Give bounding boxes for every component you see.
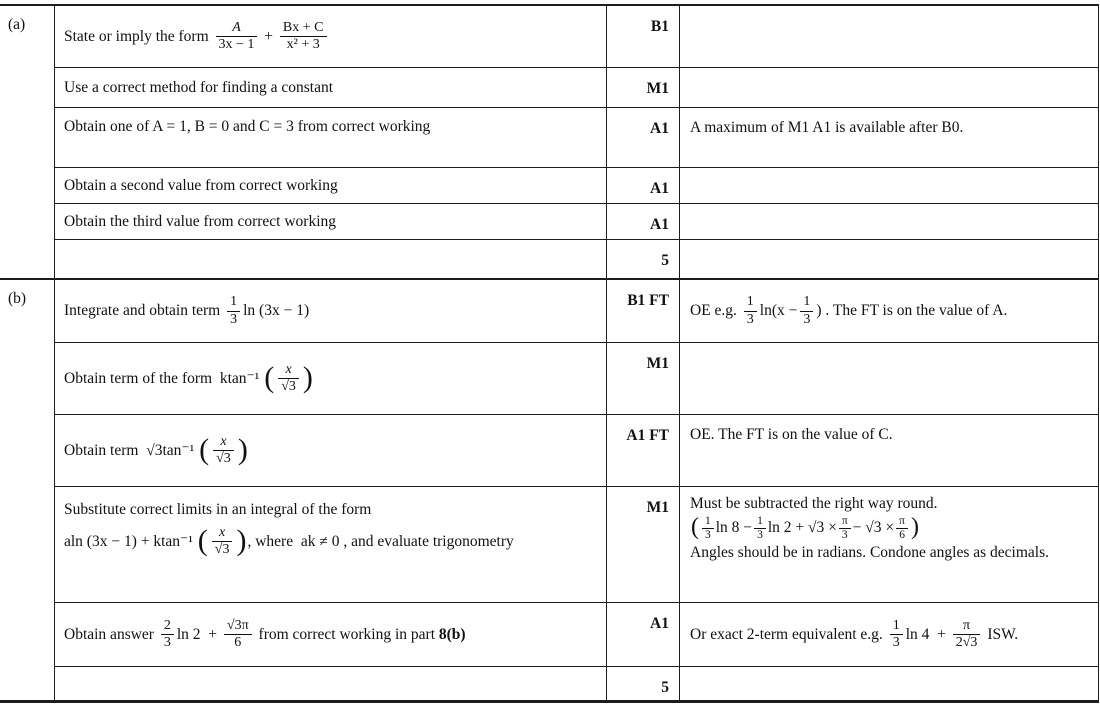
guidance-text: ln(x − (759, 302, 798, 319)
guidance-cell (680, 204, 1098, 239)
guidance-cell: OE. The FT is on the value of C. (690, 426, 893, 443)
table-row (55, 203, 1098, 239)
answer-cell: Obtain one of A = 1, B = 0 and C = 3 from correct working (64, 118, 431, 135)
numerator: 1 (744, 294, 757, 311)
numerator: √3π (224, 618, 252, 635)
denominator: 2√3 (955, 635, 978, 650)
answer-text: ln 2 + (176, 625, 221, 643)
answer-cell (55, 667, 606, 700)
fraction (224, 618, 252, 651)
fraction (744, 294, 757, 327)
fraction (278, 362, 299, 395)
answer-cell (55, 487, 606, 602)
guidance-text: ) . The FT is on the value of A. (816, 302, 1008, 319)
fraction (839, 515, 851, 541)
guidance-cell: A maximum of M1 A1 is available after B0. (690, 119, 964, 136)
numerator: π (953, 618, 981, 635)
fraction (212, 525, 233, 558)
numerator: x (212, 525, 233, 542)
part-a-rows (55, 6, 1098, 278)
guidance-cell (680, 343, 1098, 414)
fraction (227, 294, 240, 327)
numerator: 1 (754, 515, 766, 529)
guidance-text: Or exact 2-term equivalent e.g. (690, 625, 887, 643)
numerator: Bx + C (280, 20, 327, 37)
answer-cell (55, 415, 606, 486)
marks-cell: A1 (606, 168, 680, 203)
fraction (161, 618, 174, 651)
answer-text: from correct working in part (254, 625, 439, 643)
numerator: 1 (227, 294, 240, 311)
numerator: 2 (161, 618, 174, 635)
fraction (953, 618, 981, 651)
part-b-section (0, 278, 1098, 700)
guidance-text: Must be subtracted the right way round. (690, 495, 938, 512)
guidance-line (690, 515, 1090, 541)
part-a-section (0, 6, 1098, 278)
answer-text: Obtain term √3tan⁻¹ (64, 442, 199, 459)
guidance-cell (680, 487, 1098, 602)
answer-line (64, 525, 598, 558)
denominator: 3 (757, 528, 763, 541)
left-paren: ( (197, 524, 208, 558)
answer-text: Obtain answer (64, 625, 158, 643)
total-row (55, 666, 1098, 700)
numerator: 1 (800, 294, 813, 311)
denominator: 6 (234, 635, 242, 650)
answer-text: aln (3x − 1) + ktan⁻¹ (64, 533, 197, 551)
answer-text-bold: 8(b) (438, 625, 466, 643)
marks-cell: M1 (606, 487, 680, 602)
answer-cell (55, 603, 606, 666)
guidance-text: Angles should be in radians. Condone angles as decimals. (690, 544, 1050, 562)
answer-text: ln (3x − 1) (243, 302, 310, 319)
fraction (754, 515, 766, 541)
part-label: (b) (0, 280, 55, 700)
guidance-line (690, 544, 1090, 562)
left-paren: ( (691, 514, 699, 541)
marks-cell: M1 (606, 343, 680, 414)
left-paren: ( (264, 361, 275, 394)
answer-cell: Use a correct method for finding a constant (64, 78, 334, 96)
marks-cell: M1 (606, 68, 680, 107)
answer-cell (55, 6, 606, 67)
denominator: 6 (899, 528, 905, 541)
numerator: x (278, 362, 299, 379)
fraction (280, 20, 327, 53)
fraction (800, 294, 813, 327)
marks-cell: A1 (606, 108, 680, 167)
marks-cell: B1 FT (606, 280, 680, 342)
numerator: π (896, 515, 908, 529)
answer-text: State or imply the form (64, 27, 213, 45)
fraction (890, 618, 903, 651)
answer-text: Integrate and obtain term (64, 302, 225, 319)
denominator: √3 (214, 542, 230, 558)
marks-cell: B1 (606, 6, 680, 67)
total-row (55, 239, 1098, 278)
denominator: 3 (705, 528, 711, 541)
total-marks-cell: 5 (606, 240, 680, 278)
guidance-text: ln 2 + √3 × (767, 519, 837, 537)
denominator: 3 (803, 311, 811, 327)
table-row (55, 167, 1098, 203)
fraction (216, 20, 258, 53)
denominator: 3 (163, 635, 171, 650)
guidance-text: ln 4 + (905, 625, 950, 643)
right-paren: ) (910, 514, 919, 541)
table-row (55, 486, 1098, 602)
guidance-text: OE e.g. (690, 302, 741, 319)
answer-text: , where ak ≠ 0 , and evaluate trigonometry (247, 532, 514, 550)
table-row (55, 67, 1098, 107)
answer-cell (55, 240, 606, 278)
fraction (896, 515, 908, 541)
guidance-text: − √3 × (852, 519, 895, 537)
guidance-cell (680, 667, 1098, 700)
guidance-line (690, 495, 1090, 513)
guidance-cell (680, 240, 1098, 278)
right-paren: ) (236, 524, 247, 558)
guidance-cell (680, 280, 1098, 342)
table-row (55, 414, 1098, 486)
guidance-cell (680, 168, 1098, 203)
denominator: 3 (892, 635, 900, 650)
numerator: π (839, 515, 851, 529)
right-paren: ) (237, 433, 248, 466)
guidance-text: ln 8 − (715, 519, 753, 537)
answer-cell: Obtain the third value from correct working (64, 212, 337, 230)
numerator: x (213, 434, 234, 451)
right-paren: ) (302, 361, 313, 394)
fraction (702, 515, 714, 541)
denominator: 3 (230, 311, 238, 327)
marks-cell: A1 (606, 204, 680, 239)
denominator: √3 (216, 451, 231, 466)
table-row (55, 602, 1098, 666)
denominator: √3 (281, 379, 296, 394)
denominator: 3 (841, 528, 848, 541)
answer-cell: Obtain a second value from correct working (64, 176, 338, 194)
table-row (55, 6, 1098, 67)
guidance-text: ISW. (983, 625, 1019, 643)
left-paren: ( (199, 433, 210, 466)
denominator: 3x − 1 (218, 37, 255, 52)
numerator: 1 (890, 618, 903, 635)
denominator: x² + 3 (286, 37, 320, 52)
marks-cell: A1 FT (606, 415, 680, 486)
numerator: 1 (702, 515, 714, 529)
guidance-cell (680, 603, 1098, 666)
guidance-cell (680, 6, 1098, 67)
numerator: A (216, 20, 258, 37)
table-row (55, 342, 1098, 414)
answer-line (64, 501, 598, 519)
answer-cell (55, 280, 606, 342)
plus-operator: + (260, 27, 277, 45)
marks-cell: A1 (606, 603, 680, 666)
table-row (55, 280, 1098, 342)
mark-scheme-table (0, 4, 1099, 703)
answer-text: Obtain term of the form ktan⁻¹ (64, 370, 264, 387)
guidance-cell (680, 68, 1098, 107)
denominator: 3 (746, 311, 754, 327)
answer-cell (55, 343, 606, 414)
table-row (55, 107, 1098, 167)
part-b-rows (55, 280, 1098, 700)
answer-text: Substitute correct limits in an integral of the form (64, 501, 372, 518)
fraction (213, 434, 234, 467)
part-label: (a) (0, 6, 55, 278)
total-marks-cell: 5 (606, 667, 680, 700)
